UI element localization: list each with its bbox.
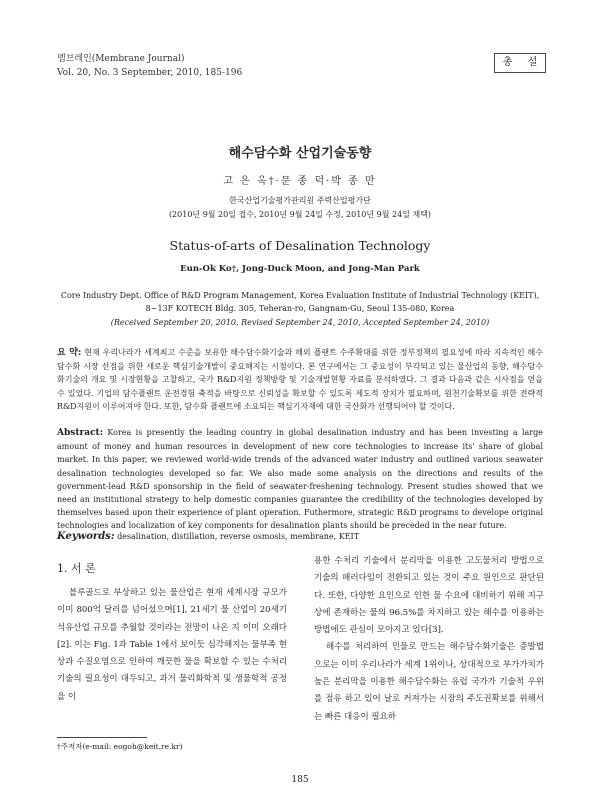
abstract-english bbox=[57, 426, 543, 533]
keywords-label: Keywords: bbox=[57, 531, 115, 542]
affiliation-line-1: Core Industry Dept. Office of R&D Program Management, Korea Evaluation Institute of Industrial Technology (KEIT), bbox=[60, 291, 540, 300]
journal-name: 멤브레인(Membrane Journal) bbox=[57, 54, 185, 64]
affiliation-line-2: 8∼13F KOTECH Bldg. 305, Teheran-ro, Gangnam-Gu, Seoul 135-080, Korea bbox=[145, 304, 455, 313]
abstract-korean bbox=[57, 346, 543, 413]
keywords bbox=[57, 531, 359, 542]
journal-header bbox=[57, 52, 242, 80]
body-right-paragraph-1: 용한 수처리 기술에서 분리막을 이용한 고도물처리 방법으로 기술의 패러다임이 전환되고 있는 것이 주요 원인으로 판단된다. 또한, 다양한 요인으로 인한 물 수요에 대비하기 위해 지구상에 존재하는 물의 96.5%를 차지하고 있는 해수를 이용하는 방법에도 관심이 모아지고 있다[3]. bbox=[314, 556, 544, 636]
volume-line: Vol. 20, No. 3 September, 2010, 185-196 bbox=[57, 68, 243, 78]
english-affiliation bbox=[40, 289, 560, 315]
english-authors: Eun-Ok Ko†, Jong-Duck Moon, and Jong-Man Park bbox=[180, 264, 420, 274]
korean-authors: 고 은 옥†·문 종 덕·박 종 만 bbox=[223, 176, 377, 187]
page-number: 185 bbox=[291, 775, 309, 785]
section-title: 1. 서 론 bbox=[57, 562, 96, 575]
body-right-column bbox=[314, 553, 544, 726]
footnote: †주저자(e-mail: eogoh@keit.re.kr) bbox=[57, 742, 183, 751]
english-title: Status-of-arts of Desalination Technology bbox=[169, 238, 431, 253]
body-right-paragraph-2: 해수를 처리하여 민물로 만드는 해수담수화기술은 증발법으로는 이미 우리나라가 세계 1위이나, 상대적으로 부가가치가 높은 분리막을 이용한 해수담수화는 유럽 국가가 기술적 우위를 점유 하고 있어 날로 커져가는 시장의 주도권확보를 위해서는 빠른 대응이 필요하 bbox=[314, 642, 544, 722]
english-dates: (Received September 20, 2010, Revised September 24, 2010, Accepted September 24, 2010) bbox=[110, 318, 490, 327]
keywords-text: desalination, distillation, reverse osmosis, membrane, KEIT bbox=[117, 532, 360, 541]
category-badge: 총 설 bbox=[494, 53, 546, 73]
korean-affiliation: 한국산업기술평가관리원 주력산업평가단 bbox=[229, 196, 371, 205]
korean-dates: (2010년 9월 20일 접수, 2010년 9월 24일 수정, 2010년 9월 24일 채택) bbox=[168, 210, 432, 219]
abstract-korean-label: 요 약: bbox=[57, 348, 82, 358]
footnote-divider bbox=[57, 737, 147, 738]
korean-title: 해수담수화 산업기술동향 bbox=[228, 146, 372, 161]
abstract-english-label: Abstract: bbox=[57, 428, 104, 438]
abstract-english-text: Korea is presently the leading country in global desalination industry and has been investing a large amount of money and human resources in development of new core technologies to increase its' share of global market. In this paper, we reviewed world-wide trends of the advanced water industry and outlined various seawater desalination technologies developed so far. We also made some analysis on the directions and results of the government-lead R&D sponsorship in the field of seawater-freshening technology. Present studies showed that we need an institutional strategy to help domestic companies guarantee the credibility of the technologies developed by themselves based upon their experience of plant operation. Futhermore, strategic R&D programs to develope original technologies and localization of key components for desalination plants should be preceded in the near future. bbox=[57, 428, 544, 531]
abstract-korean-text: 현재 우리나라가 세계최고 수준을 보유한 해수담수화기술과 해외 플랜트 수주확대를 위한 정부정책의 필요성에 따라 지속적인 해수담수화 시장 선점을 위한 새로운 핵심기술개발이 중요해지는 시점이다. 본 연구에서는 그 중요성이 부각되고 있는 물산업의 동향, 해수담수화기술의 개요 및 시장현황을 고찰하고, 국가 R&D지원 정책방향 및 기술개발현황 자료를 분석하였다. 그 결과 다음과 같은 시사점을 얻을 수 있었다. 기업의 담수플랜트 운전경험 축적을 바탕으로 신뢰성을 확보할 수 있도록 제도적 장치가 필요하며, 원천기술확보를 위한 전략적 R&D지원이 이루어져야 한다. 또한, 담수화 플랜트에 소요되는 핵심기자재에 대한 국산화가 선행되어야 할 것이다. bbox=[57, 348, 543, 411]
body-left-column: 블루골드로 부상하고 있는 물산업은 현재 세계시장 규모가 이미 800억 달러를 넘어섰으며[1], 21세기 물 산업이 20세기 석유산업 규모를 추월할 것이라는 전망이 나온 지 이미 오래다[2]. 이는 Fig. 1과 Table 1에서 보이듯 심각해지는 물부족 현상과 수질오염으로 인하여 깨끗한 물을 확보할 수 있는 수처리 기술의 필요성이 대두되고, 과거 물리화학적 및 생물학적 공정을 이 bbox=[57, 588, 287, 702]
